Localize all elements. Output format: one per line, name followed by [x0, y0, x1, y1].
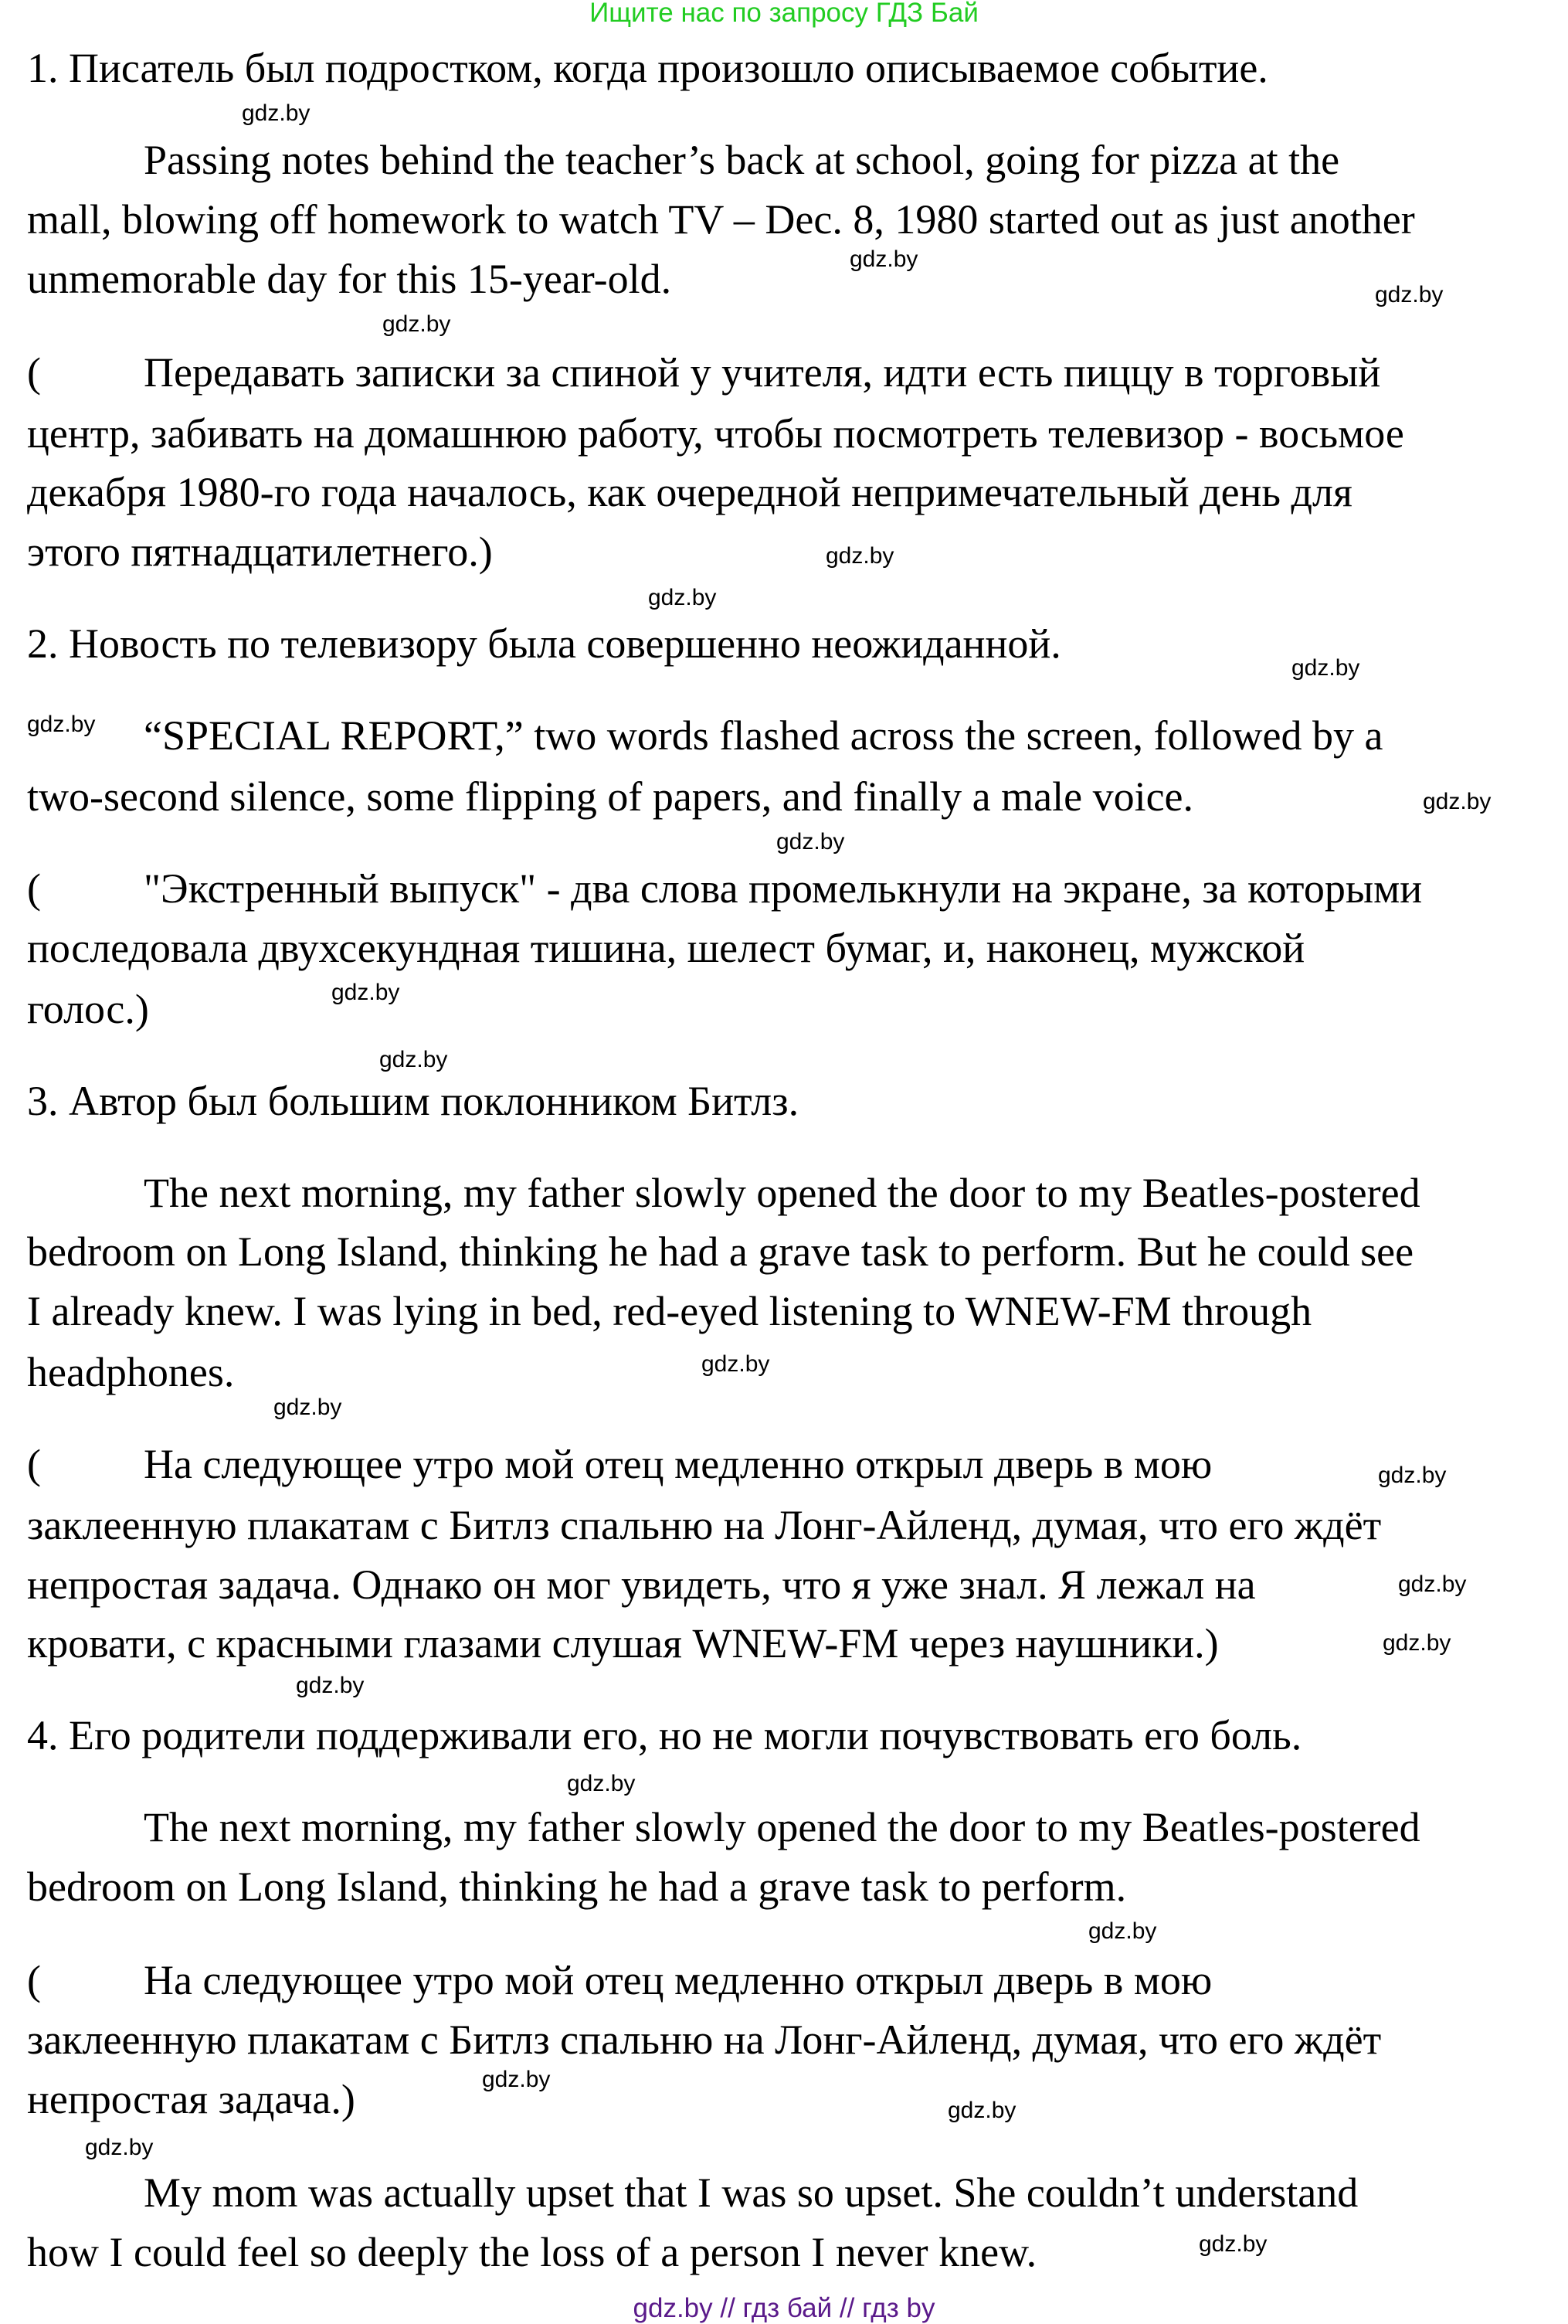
- english-line: The next morning, my father slowly opened the door to my Beatles-postered: [144, 1804, 1420, 1850]
- watermark: gdz.by: [776, 829, 845, 855]
- russian-line: заклеенную плакатам с Битлз спальню на Лонг-Айленд, думая, что его ждёт: [27, 1502, 1382, 1548]
- watermark: gdz.by: [1375, 282, 1444, 307]
- watermark: gdz.by: [1378, 1463, 1447, 1488]
- russian-line: На следующее утро мой отец медленно открыл дверь в мою: [144, 1441, 1213, 1487]
- section-4-title: 4. Его родители поддерживали его, но не могли почувствовать его боль.: [27, 1712, 1302, 1758]
- english-line: two-second silence, some flipping of papers, and finally a male voice.: [27, 773, 1194, 820]
- watermark: gdz.by: [826, 543, 894, 569]
- russian-line: кровати, с красными глазами слушая WNEW-FM через наушники.): [27, 1620, 1219, 1667]
- russian-line: последовала двухсекундная тишина, шелест бумаг, и, наконец, мужской: [27, 925, 1305, 971]
- watermark: gdz.by: [1398, 1571, 1467, 1597]
- watermark: gdz.by: [567, 1771, 636, 1796]
- section-1-title: 1. Писатель был подростком, когда произошло описываемое событие.: [27, 45, 1268, 91]
- section-2-title: 2. Новость по телевизору была совершенно неожиданной.: [27, 620, 1061, 667]
- watermark: gdz.by: [1199, 2231, 1268, 2257]
- watermark: gdz.by: [948, 2098, 1016, 2123]
- english-line: I already knew. I was lying in bed, red-eyed listening to WNEW-FM through: [27, 1288, 1312, 1334]
- watermark: gdz.by: [850, 246, 918, 272]
- watermark: gdz.by: [27, 712, 96, 737]
- english-line: unmemorable day for this 15-year-old.: [27, 256, 672, 302]
- russian-line: непростая задача. Однако он мог увидеть, что я уже знал. Я лежал на: [27, 1561, 1256, 1608]
- open-paren: (: [27, 349, 41, 396]
- watermark: gdz.by: [379, 1047, 448, 1072]
- open-paren: (: [27, 1441, 41, 1487]
- open-paren: (: [27, 1957, 41, 2003]
- english-line: “SPECIAL REPORT,” two words flashed across the screen, followed by a: [144, 712, 1383, 759]
- russian-line: декабря 1980-го года началось, как очередной непримечательный день для: [27, 469, 1352, 515]
- watermark: gdz.by: [1088, 1918, 1157, 1944]
- russian-line: непростая задача.): [27, 2076, 355, 2122]
- open-paren: (: [27, 865, 41, 912]
- watermark: gdz.by: [85, 2135, 154, 2160]
- watermark: gdz.by: [242, 100, 311, 126]
- watermark: gdz.by: [1423, 789, 1492, 814]
- watermark: gdz.by: [648, 585, 717, 610]
- watermark: gdz.by: [701, 1351, 770, 1377]
- watermark: gdz.by: [296, 1673, 365, 1698]
- section-3-title: 3. Автор был большим поклонником Битлз.: [27, 1078, 799, 1124]
- english-line: how I could feel so deeply the loss of a person I never knew.: [27, 2229, 1037, 2275]
- english-line: Passing notes behind the teacher’s back at school, going for pizza at the: [144, 137, 1340, 183]
- english-line: My mom was actually upset that I was so upset. She couldn’t understand: [144, 2169, 1359, 2216]
- english-line: headphones.: [27, 1349, 235, 1395]
- watermark: gdz.by: [382, 311, 451, 337]
- english-line: bedroom on Long Island, thinking he had a grave task to perform. But he could see: [27, 1228, 1414, 1275]
- english-line: mall, blowing off homework to watch TV – Dec. 8, 1980 started out as just another: [27, 196, 1415, 243]
- english-line: bedroom on Long Island, thinking he had a grave task to perform.: [27, 1864, 1127, 1910]
- russian-line: этого пятнадцатилетнего.): [27, 528, 493, 575]
- footer-links[interactable]: gdz.by // гдз бай // гдз by: [633, 2293, 935, 2323]
- header-banner[interactable]: Ищите нас по запросу ГДЗ Бай: [589, 0, 979, 28]
- watermark: gdz.by: [273, 1395, 342, 1420]
- russian-line: На следующее утро мой отец медленно открыл дверь в мою: [144, 1957, 1213, 2003]
- watermark: gdz.by: [482, 2067, 551, 2092]
- russian-line: Передавать записки за спиной у учителя, идти есть пиццу в торговый: [144, 349, 1381, 396]
- watermark: gdz.by: [1291, 655, 1360, 681]
- russian-line: центр, забивать на домашнюю работу, чтобы посмотреть телевизор - восьмое: [27, 410, 1404, 457]
- watermark: gdz.by: [331, 980, 400, 1005]
- russian-line: голос.): [27, 986, 149, 1032]
- russian-line: "Экстренный выпуск" - два слова промелькнули на экране, за которыми: [144, 865, 1423, 912]
- watermark: gdz.by: [1383, 1630, 1451, 1656]
- english-line: The next morning, my father slowly opened the door to my Beatles-postered: [144, 1170, 1420, 1216]
- russian-line: заклеенную плакатам с Битлз спальню на Лонг-Айленд, думая, что его ждёт: [27, 2017, 1382, 2063]
